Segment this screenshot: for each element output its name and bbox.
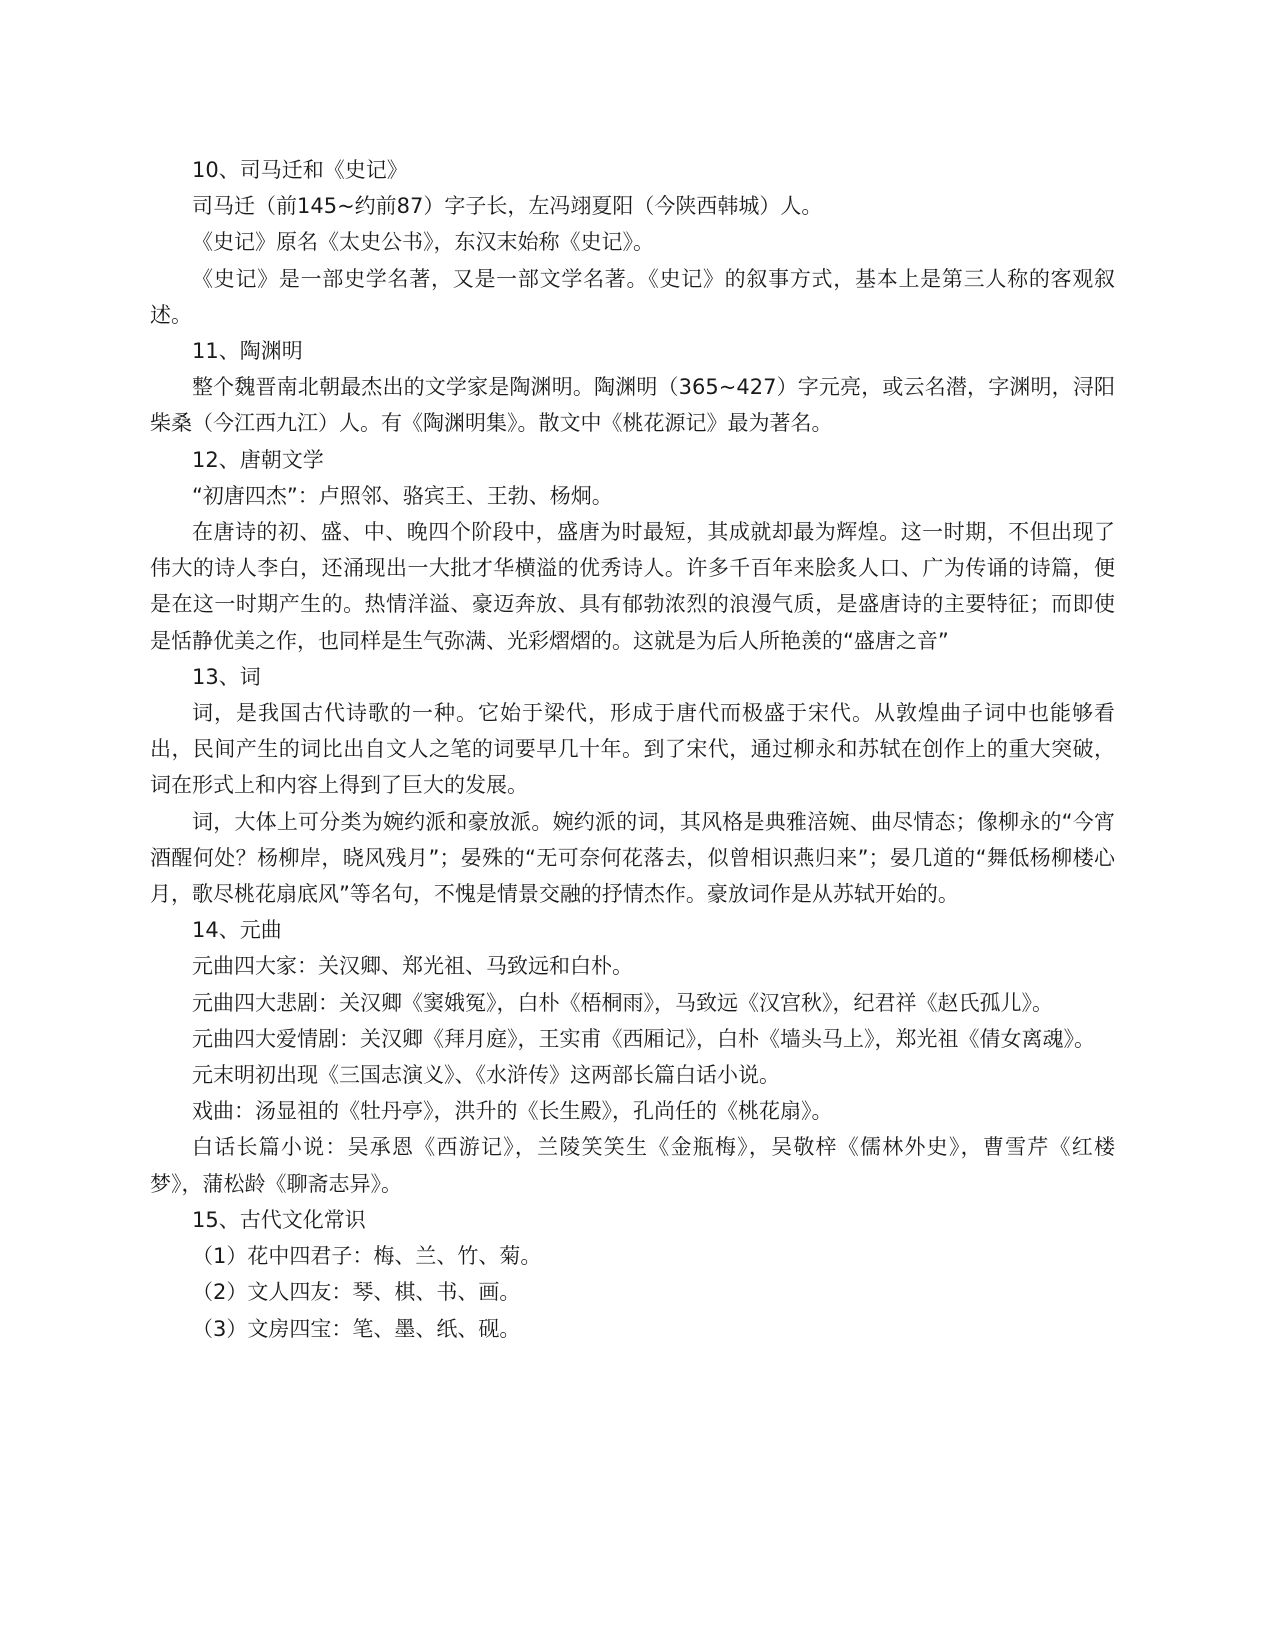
list-item: （1）花中四君子：梅、兰、竹、菊。	[192, 1244, 542, 1269]
list-item: （3）文房四宝：笔、墨、纸、砚。	[192, 1316, 521, 1341]
paragraph: 元曲四大爱情剧：关汉卿《拜月庭》，王实甫《西厢记》，白朴《墙头马上》，郑光祖《倩女离魂》。	[192, 1026, 1095, 1051]
section-heading-culture: 15、古代文化常识	[192, 1207, 366, 1232]
paragraph: 白话长篇小说：吴承恩《西游记》，兰陵笑笑生《金瓶梅》，吴敬梓《儒林外史》，曹雪芹《红楼梦》，蒲松龄《聊斋志异》。	[150, 1135, 1115, 1196]
paragraph: 在唐诗的初、盛、中、晚四个阶段中，盛唐为时最短，其成就却最为辉煌。这一时期，不但出现了伟大的诗人李白，还涌现出一大批才华横溢的优秀诗人。许多千百年来脍炙人口、广为传诵的诗篇，便是在这一时期产生的。热情洋溢、豪迈奔放、具有郁勃浓烈的浪漫气质，是盛唐诗的主要特征；而即使是恬静优美之作，也同样是生气弥满、光彩熠熠的。这就是为后人所艳羡的“盛唐之音”	[150, 520, 1115, 653]
paragraph: 整个魏晋南北朝最杰出的文学家是陶渊明。陶渊明（365~427）字元亮，或云名潜，字渊明，浔阳柴桑（今江西九江）人。有《陶渊明集》。散文中《桃花源记》最为著名。	[150, 375, 1115, 436]
section-heading-tao-yuanming: 11、陶渊明	[192, 339, 303, 364]
section-heading-ci: 13、词	[192, 664, 261, 689]
paragraph: 词，大体上可分类为婉约派和豪放派。婉约派的词，其风格是典雅涪婉、曲尽情态；像柳永的“今宵酒醒何处？杨柳岸，晓风残月”；晏殊的“无可奈何花落去，似曾相识燕归来”；晏几道的“舞低杨柳楼心月，歌尽桃花扇底风”等名句，不愧是情景交融的抒情杰作。豪放词作是从苏轼开始的。	[150, 809, 1115, 907]
paragraph: 《史记》是一部史学名著，又是一部文学名著。《史记》的叙事方式，基本上是第三人称的客观叙述。	[150, 266, 1115, 327]
paragraph: 词，是我国古代诗歌的一种。它始于梁代，形成于唐代而极盛于宋代。从敦煌曲子词中也能够看出，民间产生的词比出自文人之笔的词要早几十年。到了宋代，通过柳永和苏轼在创作上的重大突破，词在形式上和内容上得到了巨大的发展。	[150, 701, 1115, 798]
section-heading-yuanqu: 14、元曲	[192, 918, 282, 943]
paragraph: 元末明初出现《三国志演义》、《水浒传》这两部长篇白话小说。	[192, 1063, 780, 1088]
paragraph: 戏曲：汤显祖的《牡丹亭》，洪升的《长生殿》，孔尚任的《桃花扇》。	[192, 1099, 833, 1124]
paragraph: “初唐四杰”：卢照邻、骆宾王、王勃、杨炯。	[192, 483, 613, 508]
document-body	[150, 152, 1115, 1347]
paragraph: 元曲四大家：关汉卿、郑光祖、马致远和白朴。	[192, 954, 633, 979]
paragraph: 《史记》原名《太史公书》，东汉末始称《史记》。	[192, 230, 654, 255]
paragraph: 元曲四大悲剧：关汉卿《窦娥冤》，白朴《梧桐雨》，马致远《汉宫秋》，纪君祥《赵氏孤儿》。	[192, 990, 1053, 1015]
section-heading-tang-literature: 12、唐朝文学	[192, 447, 324, 472]
section-heading-shiji: 10、司马迁和《史记》	[192, 158, 408, 182]
paragraph: 司马迁（前145~约前87）字子长，左冯翊夏阳（今陕西韩城）人。	[192, 194, 823, 219]
list-item: （2）文人四友：琴、棋、书、画。	[192, 1280, 521, 1305]
